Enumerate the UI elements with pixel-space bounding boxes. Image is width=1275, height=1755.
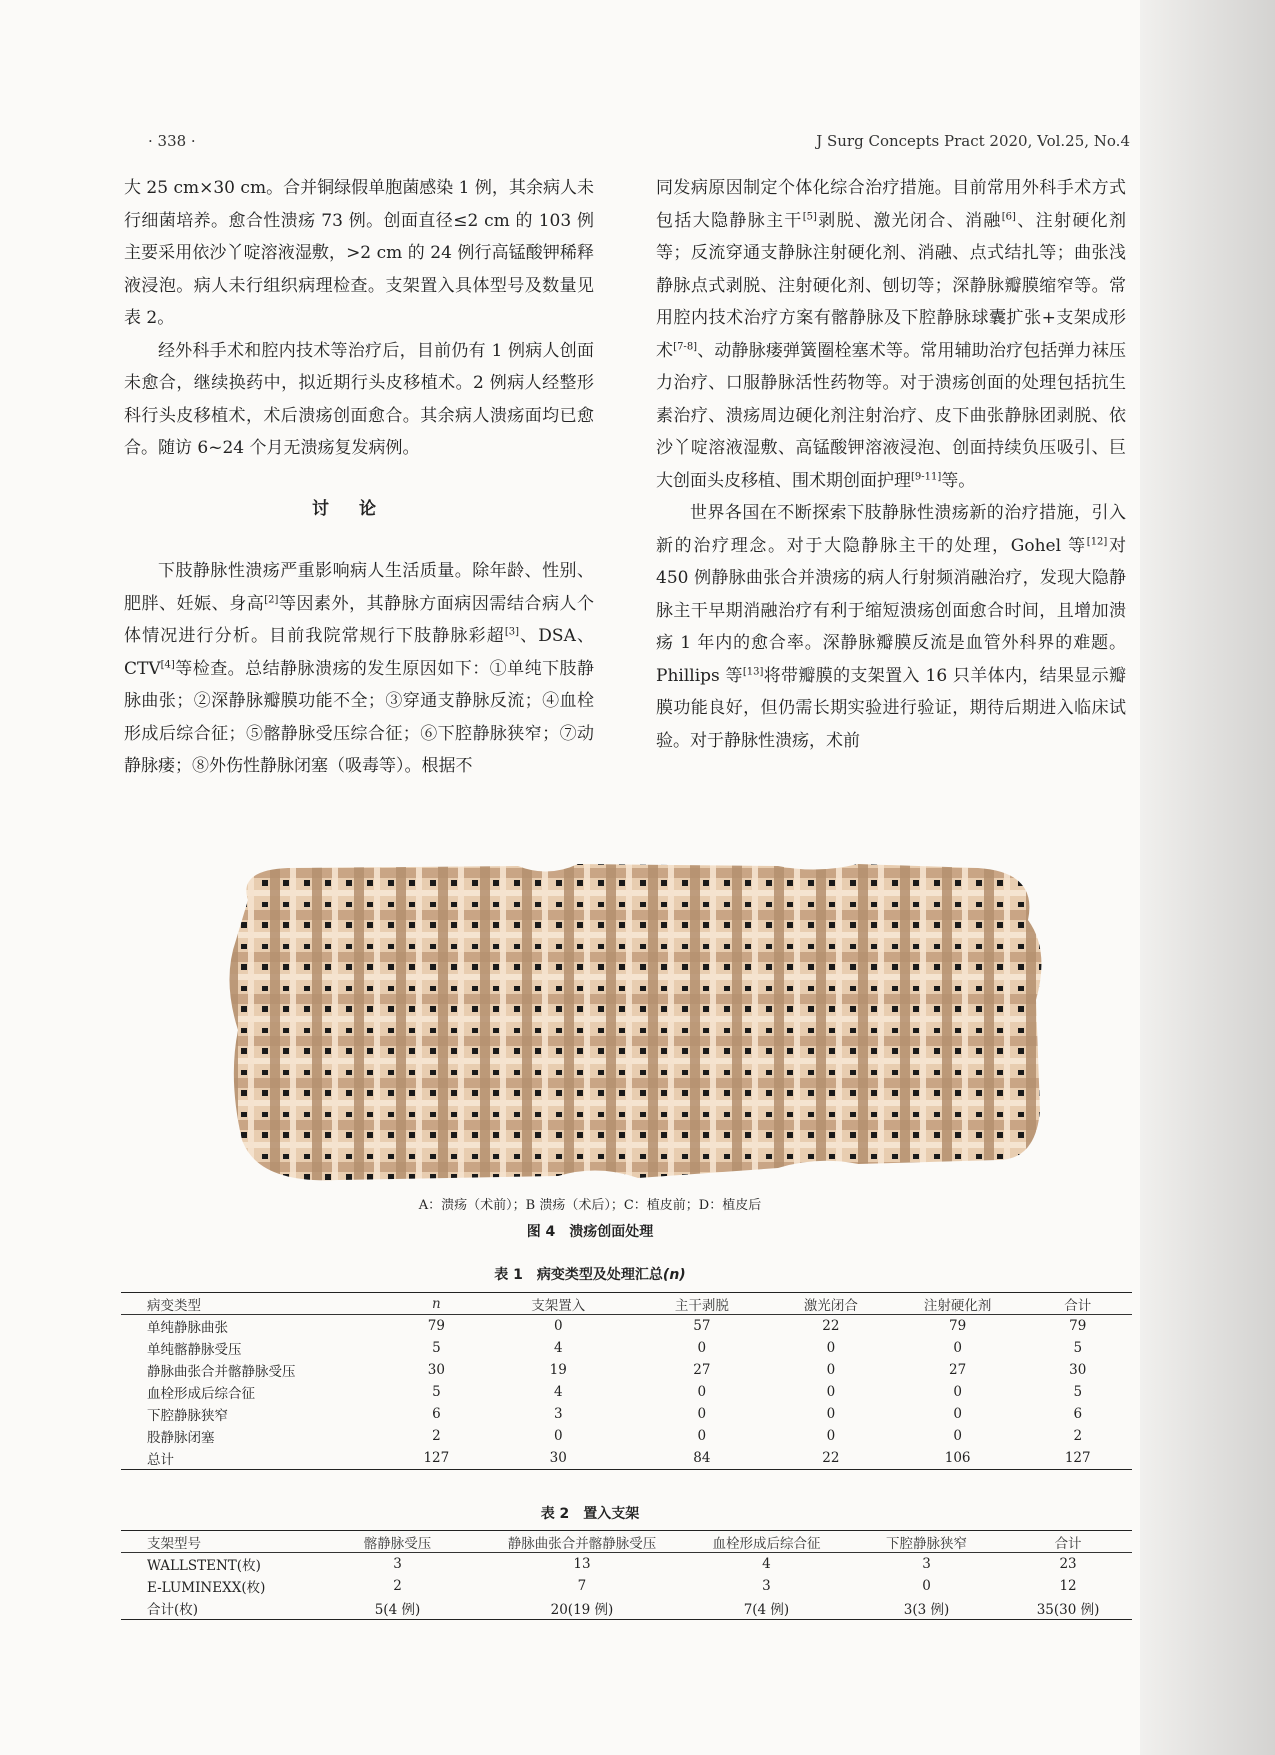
- left-column: [124, 172, 594, 783]
- table-row: [121, 1315, 1132, 1338]
- table-row: [121, 1597, 1132, 1620]
- column-header: 合计: [1023, 1293, 1132, 1315]
- citation[interactable]: [7-8]: [673, 340, 698, 352]
- table-cell: 0: [953, 1340, 962, 1356]
- table-cell: 5: [432, 1340, 441, 1356]
- table-cell: 22: [822, 1318, 840, 1334]
- table-cell: 3: [762, 1578, 771, 1594]
- table1: [121, 1292, 1132, 1470]
- table-cell: 5: [432, 1384, 441, 1400]
- page-number: · 338 ·: [148, 132, 196, 150]
- table-cell: 3: [922, 1556, 931, 1572]
- table-cell: 0: [697, 1406, 707, 1422]
- table-cell: 3: [393, 1556, 402, 1572]
- table-cell: 单纯静脉曲张: [147, 1320, 228, 1336]
- column-header: 支架型号: [121, 1531, 315, 1553]
- table-cell: 30: [1069, 1362, 1087, 1378]
- table-cell: 27: [693, 1362, 711, 1378]
- table-cell: 23: [1059, 1556, 1077, 1572]
- table-cell: 0: [953, 1384, 962, 1400]
- table-cell: 0: [922, 1578, 931, 1594]
- column-header: 合计: [1004, 1531, 1132, 1553]
- table-cell: 127: [423, 1450, 450, 1466]
- column-header: 病变类型: [121, 1293, 390, 1315]
- table-cell: 股静脉闭塞: [147, 1430, 215, 1446]
- citation[interactable]: [2]: [264, 593, 279, 605]
- table-cell: 0: [553, 1318, 563, 1334]
- citation[interactable]: [4]: [160, 658, 175, 670]
- column-header: 下腔静脉狭窄: [849, 1531, 1004, 1553]
- table-row: [121, 1447, 1132, 1470]
- table-cell: 20(19 例): [550, 1602, 614, 1618]
- table-cell: 0: [697, 1384, 707, 1400]
- column-header: 主干剥脱: [634, 1293, 770, 1315]
- table-cell: 4: [553, 1340, 563, 1356]
- table-cell: E-LUMINEXX(枚): [147, 1580, 266, 1596]
- citation[interactable]: [5]: [802, 210, 817, 222]
- table-cell: 0: [826, 1384, 836, 1400]
- right-column: [656, 172, 1126, 757]
- table-cell: 5(4 例): [374, 1602, 421, 1618]
- column-header: 血栓形成后综合征: [684, 1531, 849, 1553]
- table-cell: 5: [1073, 1384, 1083, 1400]
- table-cell: 106: [944, 1450, 971, 1466]
- journal-header: J Surg Concepts Pract 2020, Vol.25, No.4: [816, 132, 1130, 150]
- table-cell: 0: [953, 1406, 962, 1422]
- citation[interactable]: [9-11]: [911, 470, 942, 482]
- table-row: [121, 1425, 1132, 1447]
- table-row: [121, 1381, 1132, 1403]
- figure-title: 图 4 溃疡创面处理: [526, 1224, 654, 1240]
- table-row: [121, 1553, 1132, 1576]
- table-cell: 4: [762, 1556, 771, 1572]
- table-cell: 6: [1073, 1406, 1083, 1422]
- table-cell: 总计: [147, 1452, 174, 1468]
- table-cell: 3(3 例): [903, 1602, 950, 1618]
- table-cell: 0: [953, 1428, 962, 1444]
- paragraph: 大 25 cm×30 cm。合并铜绿假单胞菌感染 1 例，其余病人未行细菌培养。愈合性溃疡 73 例。创面直径≤2 cm 的 103 例主要采用依沙丫啶溶液湿敷，>2 cm 的 24 例行高锰酸钾稀释液浸泡。病人未行组织病理检查。支架置入具体型号及数量见表 2。: [124, 178, 594, 328]
- paragraph: 同发病原因制定个体化综合治疗措施。目前常用外科手术方式包括大隐静脉主干[5]剥脱、激光闭合、消融[6]、注射硬化剂等；反流穿通支静脉注射硬化剂、消融、点式结扎等；曲张浅静脉点式剥脱、注射硬化剂、刨切等；深静脉瓣膜缩窄等。常用腔内技术治疗方案有髂静脉及下腔静脉球囊扩张+支架成形术[7-8]、动静脉瘘弹簧圈栓塞术等。常用辅助治疗包括弹力袜压力治疗、口服静脉活性药物等。对于溃疡创面的处理包括抗生素治疗、溃疡周边硬化剂注射治疗、皮下曲张静脉团剥脱、依沙丫啶溶液湿敷、高锰酸钾溶液浸泡、创面持续负压吸引、巨大创面头皮移植、围术期创面护理[9-11]等。: [656, 178, 1127, 491]
- table-cell: 27: [949, 1362, 967, 1378]
- table-cell: 2: [1073, 1428, 1083, 1444]
- table-row: [121, 1337, 1132, 1359]
- table1-title: 表 1 病变类型及处理汇总(n): [494, 1267, 686, 1283]
- table-cell: 0: [826, 1428, 836, 1444]
- table-cell: 84: [693, 1450, 711, 1466]
- table-cell: 4: [553, 1384, 563, 1400]
- table-cell: 12: [1059, 1578, 1077, 1594]
- section-heading: 讨论: [312, 498, 406, 519]
- citation[interactable]: [12]: [1086, 535, 1108, 547]
- table-cell: 0: [697, 1428, 707, 1444]
- table-cell: WALLSTENT(枚): [147, 1558, 261, 1574]
- table-cell: 0: [697, 1340, 707, 1356]
- table-cell: 0: [826, 1406, 836, 1422]
- table-cell: 0: [553, 1428, 563, 1444]
- paragraph: 世界各国在不断探索下肢静脉性溃疡新的治疗措施，引入新的治疗理念。对于大隐静脉主干的处理，Gohel 等[12]对 450 例静脉曲张合并溃疡的病人行射频消融治疗，发现大隐静脉主干早期消融治疗有利于缩短溃疡创面愈合时间，且增加溃疡 1 年内的愈合率。深静脉瓣膜反流是血管外科界的难题。Phillips 等[13]将带瓣膜的支架置入 16 只羊体内，结果显示瓣膜功能良好，但仍需长期实验进行验证，期待后期进入临床试验。对于静脉性溃疡，术前: [656, 503, 1127, 751]
- table-cell: 静脉曲张合并髂静脉受压: [147, 1364, 296, 1380]
- table-cell: 19: [549, 1362, 567, 1378]
- column-header: 注射硬化剂: [892, 1293, 1024, 1315]
- table2: [121, 1530, 1132, 1620]
- table-row: [121, 1359, 1132, 1381]
- table-cell: 0: [826, 1340, 836, 1356]
- figure-caption: A：溃疡（术前）；B 溃疡（术后）；C：植皮前；D：植皮后: [418, 1198, 762, 1213]
- figure-image-redacted: [218, 860, 1054, 1188]
- table-cell: 22: [822, 1450, 840, 1466]
- table-cell: 79: [1069, 1318, 1087, 1334]
- table-row: [121, 1575, 1132, 1597]
- paragraph: 经外科手术和腔内技术等治疗后，目前仍有 1 例病人创面未愈合，继续换药中，拟近期行头皮移植术。2 例病人经整形科行头皮移植术，术后溃疡创面愈合。其余病人溃疡面均已愈合。随访 6~24 个月无溃疡复发病例。: [124, 340, 594, 458]
- table-cell: 127: [1064, 1450, 1091, 1466]
- table-cell: 79: [949, 1318, 967, 1334]
- citation[interactable]: [6]: [1001, 210, 1016, 222]
- table-cell: 30: [427, 1362, 445, 1378]
- table-cell: 0: [826, 1362, 836, 1378]
- table-header-row: [121, 1293, 1132, 1315]
- table-cell: 35(30 例): [1036, 1602, 1100, 1618]
- table-cell: 2: [432, 1428, 441, 1444]
- table-cell: 合计(枚): [147, 1602, 199, 1618]
- table-cell: 30: [549, 1450, 567, 1466]
- citation[interactable]: [13]: [742, 665, 764, 677]
- table-cell: 2: [393, 1578, 402, 1594]
- page-fold-shadow: [1140, 0, 1275, 1755]
- table-cell: 单纯髂静脉受压: [147, 1342, 242, 1358]
- table-cell: 下腔静脉狭窄: [147, 1408, 228, 1424]
- table-header-row: [121, 1531, 1132, 1553]
- table-row: [121, 1403, 1132, 1425]
- table-cell: 79: [427, 1318, 445, 1334]
- column-header: 髂静脉受压: [315, 1531, 480, 1553]
- table-cell: 7: [577, 1578, 587, 1594]
- column-header: 激光闭合: [770, 1293, 892, 1315]
- table-cell: 7(4 例): [743, 1602, 790, 1618]
- table-cell: 5: [1073, 1340, 1083, 1356]
- column-header: n: [390, 1293, 483, 1315]
- table-cell: 3: [553, 1406, 563, 1422]
- table-cell: 57: [693, 1318, 711, 1334]
- column-header: 静脉曲张合并髂静脉受压: [480, 1531, 684, 1553]
- table-cell: 13: [573, 1556, 591, 1572]
- table-cell: 6: [432, 1406, 441, 1422]
- table-cell: 血栓形成后综合征: [147, 1386, 255, 1402]
- paragraph: 下肢静脉性溃疡严重影响病人生活质量。除年龄、性别、肥胖、妊娠、身高[2]等因素外，其静脉方面病因需结合病人个体情况进行分析。目前我院常规行下肢静脉彩超[3]、DSA、CTV[4]等检查。总结静脉溃疡的发生原因如下：①单纯下肢静脉曲张；②深静脉瓣膜功能不全；③穿通支静脉反流；④血栓形成后综合征；⑤髂静脉受压综合征；⑥下腔静脉狭窄；⑦动静脉瘘；⑧外伤性静脉闭塞（吸毒等）。根据不: [124, 561, 595, 776]
- column-header: 支架置入: [483, 1293, 634, 1315]
- citation[interactable]: [3]: [504, 626, 520, 638]
- table2-title: 表 2 置入支架: [540, 1506, 640, 1522]
